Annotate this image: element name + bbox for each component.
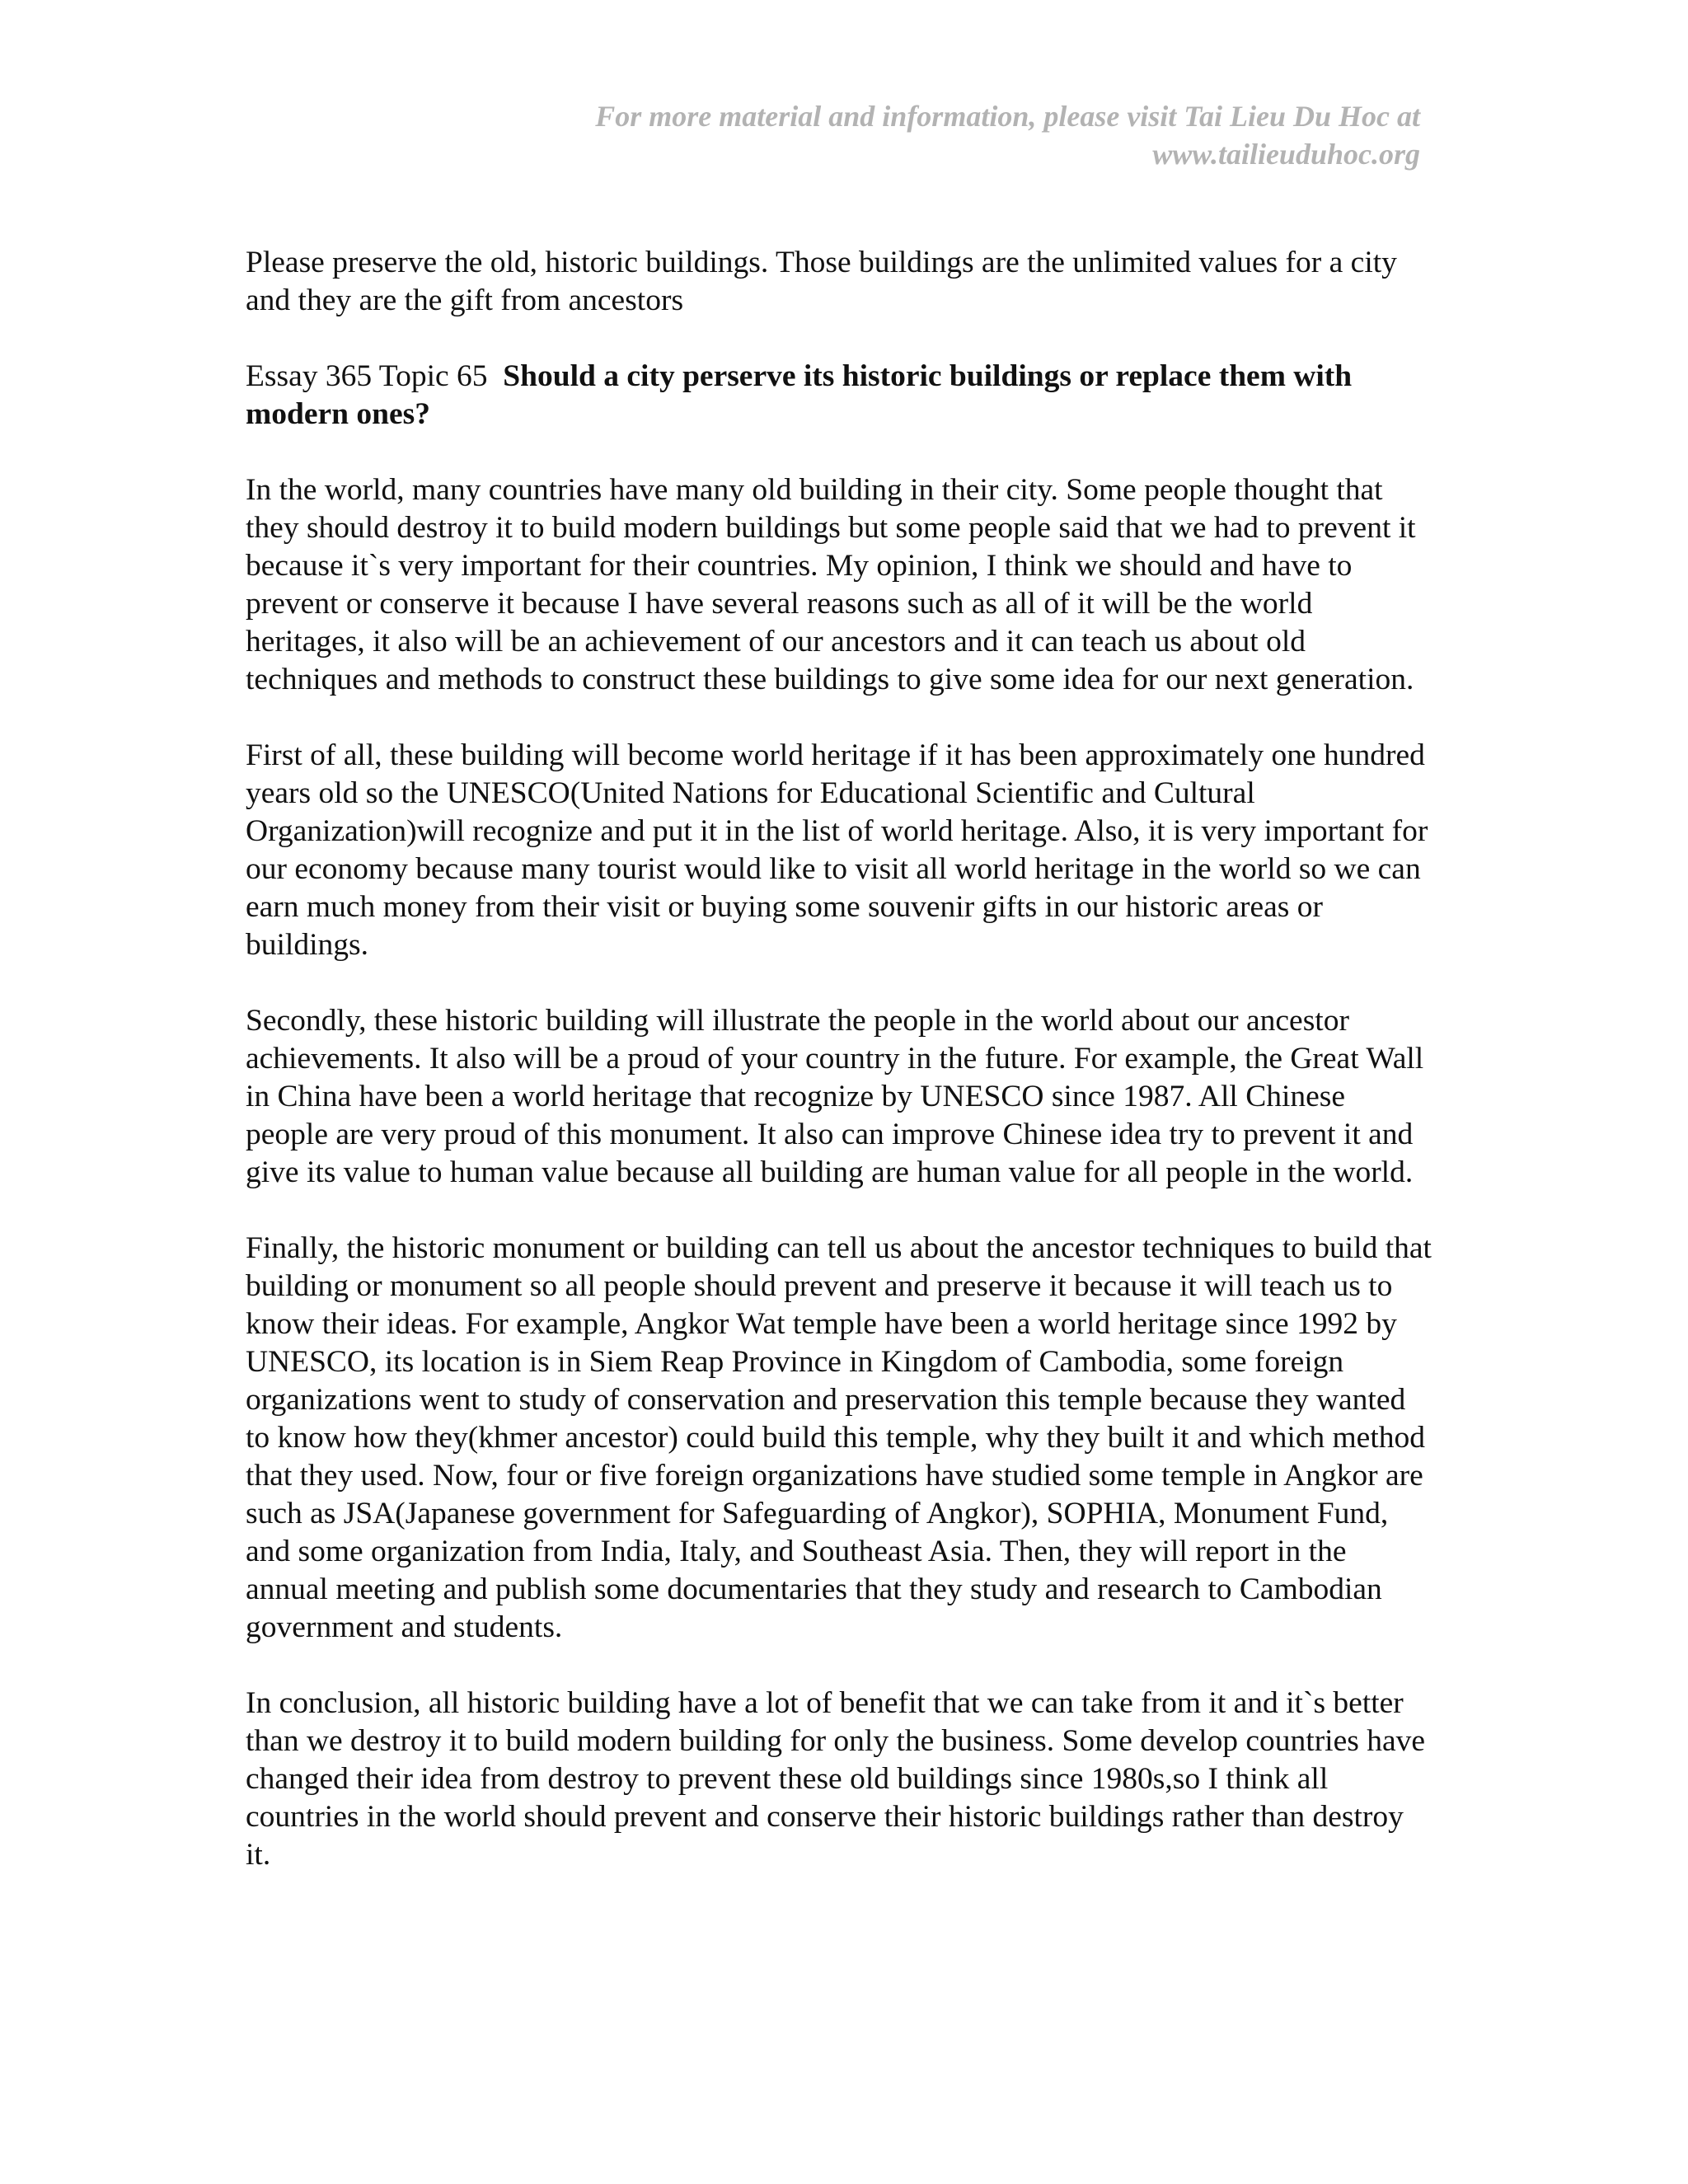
header-link[interactable]: www.tailieuduhoc.org: [1152, 138, 1420, 171]
paragraph-3: Secondly, these historic building will illustrate the people in the world about our ancestor achievements. It also will be a proud of your country in the future. For example, the Great Wall in China have been a world heritage that recognize by UNESCO since 1987. All Chinese people are very proud of this monument. It also can improve Chinese idea try to prevent it and give its value to human value because all building are human value for all people in the world.: [246, 1004, 1424, 1189]
paragraph-5: In conclusion, all historic building have a lot of benefit that we can take from it and it`s better than we destroy it to build modern building for only the business. Some develop countries have changed their idea from destroy to prevent these old buildings since 1980s,so I think all countries in the world should prevent and conserve their historic buildings rather than destroy it.: [246, 1686, 1426, 1872]
essay-title: Should a city perserve its historic buildings or replace them with modern ones?: [246, 359, 1353, 431]
paragraph-1: In the world, many countries have many old building in their city. Some people thought that they should destroy it to build modern buildings but some people said that we had to prevent it because it`s very important for their countries. My opinion, I think we should and have to prevent or conserve it because I have several reasons such as all of it will be the world heritages, it also will be an achievement of our ancestors and it can teach us about old techniques and methods to construct these buildings to give some idea for our next generation.: [246, 473, 1416, 696]
essay-label: Essay 365 Topic 65: [246, 359, 488, 393]
paragraph-2: First of all, these building will become world heritage if it has been approximately one hundred years old so the UNESCO(United Nations for Educational Scientific and Cultural Organization)will recognize and put it in the list of world heritage. Also, it is very important for our economy because many tourist would like to visit all world heritage in the world so we can earn much money from their visit or buying some souvenir gifts in our historic areas or buildings.: [246, 738, 1428, 962]
essay-body: [246, 244, 1432, 1912]
header-line-1: For more material and information, please visit Tai Lieu Du Hoc at: [595, 100, 1420, 133]
intro-paragraph: Please preserve the old, historic buildings. Those buildings are the unlimited values for a city and they are the gift from ancestors: [246, 246, 1397, 317]
paragraph-4: Finally, the historic monument or building can tell us about the ancestor techniques to build that building or monument so all people should prevent and preserve it because it will teach us to know their ideas. For example, Angkor Wat temple have been a world heritage since 1992 by UNESCO, its location is in Siem Reap Province in Kingdom of Cambodia, some foreign organizations went to study of conservation and preservation this temple because they wanted to know how they(khmer ancestor) could build this temple, why they built it and which method that they used. Now, four or five foreign organizations have studied some temple in Angkor are such as JSA(Japanese government for Safeguarding of Angkor), SOPHIA, Monument Fund, and some organization from India, Italy, and Southeast Asia. Then, they will report in the annual meeting and publish some documentaries that they study and research to Cambodian government and students.: [246, 1231, 1432, 1644]
page-header: [431, 97, 1420, 173]
essay-heading: [246, 358, 1432, 434]
